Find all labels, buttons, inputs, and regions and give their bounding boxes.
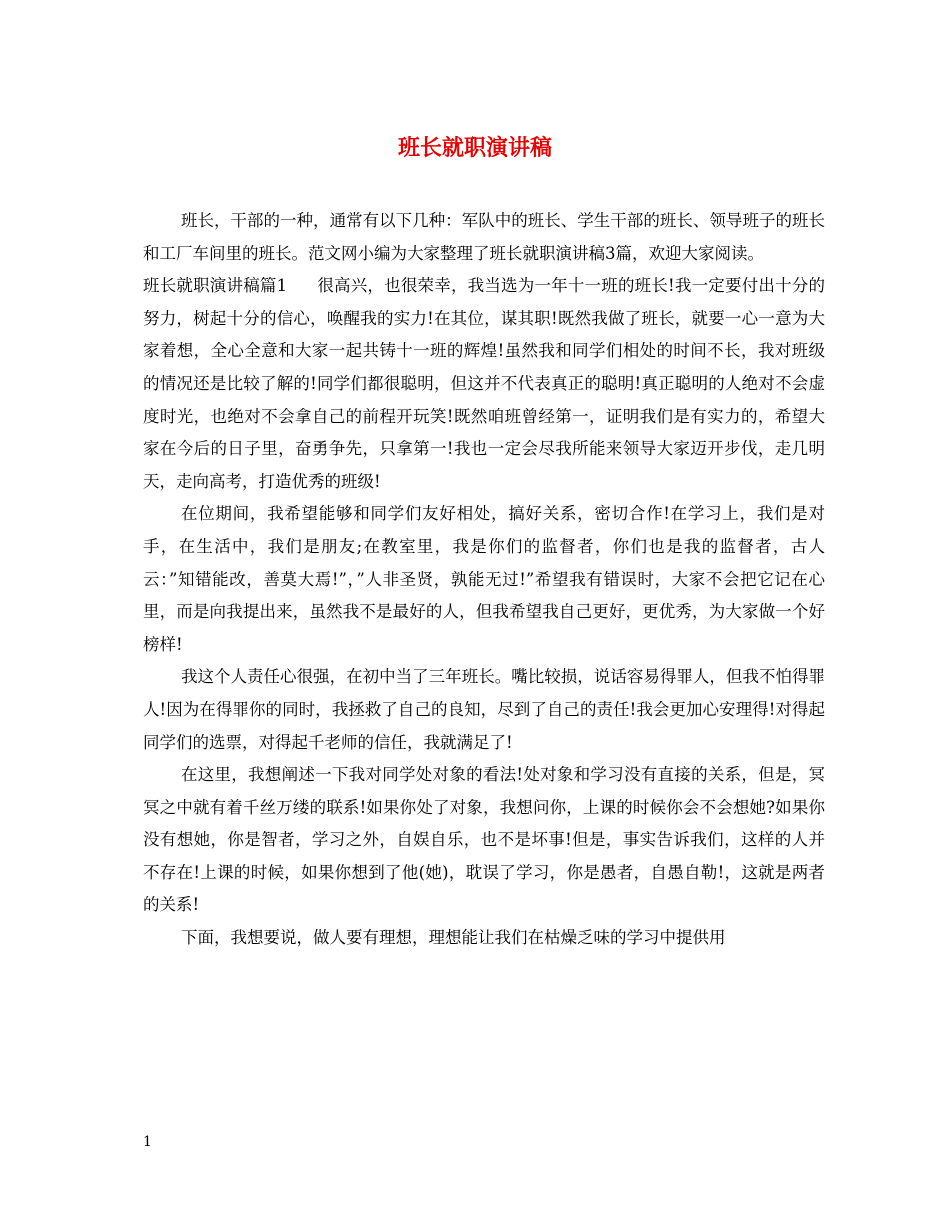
body-paragraph-5: 下面，我想要说，做人要有理想，理想能让我们在枯燥乏味的学习中提供用 [180,928,726,948]
document-body [143,205,825,955]
body-paragraph-2: 在位期间，我希望能够和同学们友好相处，搞好关系，密切合作!在学习上，我们是对手，在生活中，我们是朋友;在教室里，我是你们的监督者，你们也是我的监督者，古人云：”知错能改，善莫大焉!”，”人非圣贤，孰能无过!”希望我有错误时，大家不会把它记在心里，而是向我提出来，虽然我不是最好的人，但我希望我自己更好，更优秀，为大家做一个好榜样! [143,504,825,654]
paragraph-text: 很高兴，也很荣幸，我当选为一年十一班的班长!我一定要付出十分的努力，树起十分的信心，唤醒我的实力!在其位，谋其职!既然我做了班长，就要一心一意为大家着想，全心全意和大家一起共铸十一班的辉煌!虽然我和同学们相处的时间不长，我对班级的情况还是比较了解的!同学们都很聪明，但这并不代表真正的聪明!真正聪明的人绝对不会虚度时光，也绝对不会拿自己的前程开玩笑!既然咱班曾经第一，证明我们是有实力的，希望大家在今后的日子里，奋勇争先，只拿第一!我也一定会尽我所能来领导大家迈开步伐，走几明天，走向高考，打造优秀的班级! [143,276,826,491]
page-number: 1 [143,1134,152,1150]
section-paragraph-1 [143,270,825,498]
body-paragraph-4: 在这里，我想阐述一下我对同学处对象的看法!处对象和学习没有直接的关系，但是，冥冥之中就有着千丝万缕的联系!如果你处了对象，我想问你，上课的时候你会不会想她?如果你没有想她，你是智者，学习之外，自娱自乐，也不是坏事!但是，事实告诉我们，这样的人并不存在!上课的时候，如果你想到了他(她)，耽误了学习，你是愚者，自愚自勒!，这就是两者的关系! [143,765,825,915]
section-heading: 班长就职演讲稿篇1 [143,276,288,296]
document-title: 班长就职演讲稿 [397,135,552,161]
intro-paragraph: 班长，干部的一种，通常有以下几种：军队中的班长、学生干部的班长、领导班子的班长和工厂车间里的班长。范文网小编为大家整理了班长就职演讲稿3篇，欢迎大家阅读。 [143,211,825,263]
body-paragraph-3: 我这个人责任心很强，在初中当了三年班长。嘴比较损，说话容易得罪人，但我不怕得罪人!因为在得罪你的同时，我拯救了自己的良知，尽到了自己的责任!我会更加心安理得!对得起同学们的选票，对得起千老师的信任，我就满足了! [143,667,825,752]
